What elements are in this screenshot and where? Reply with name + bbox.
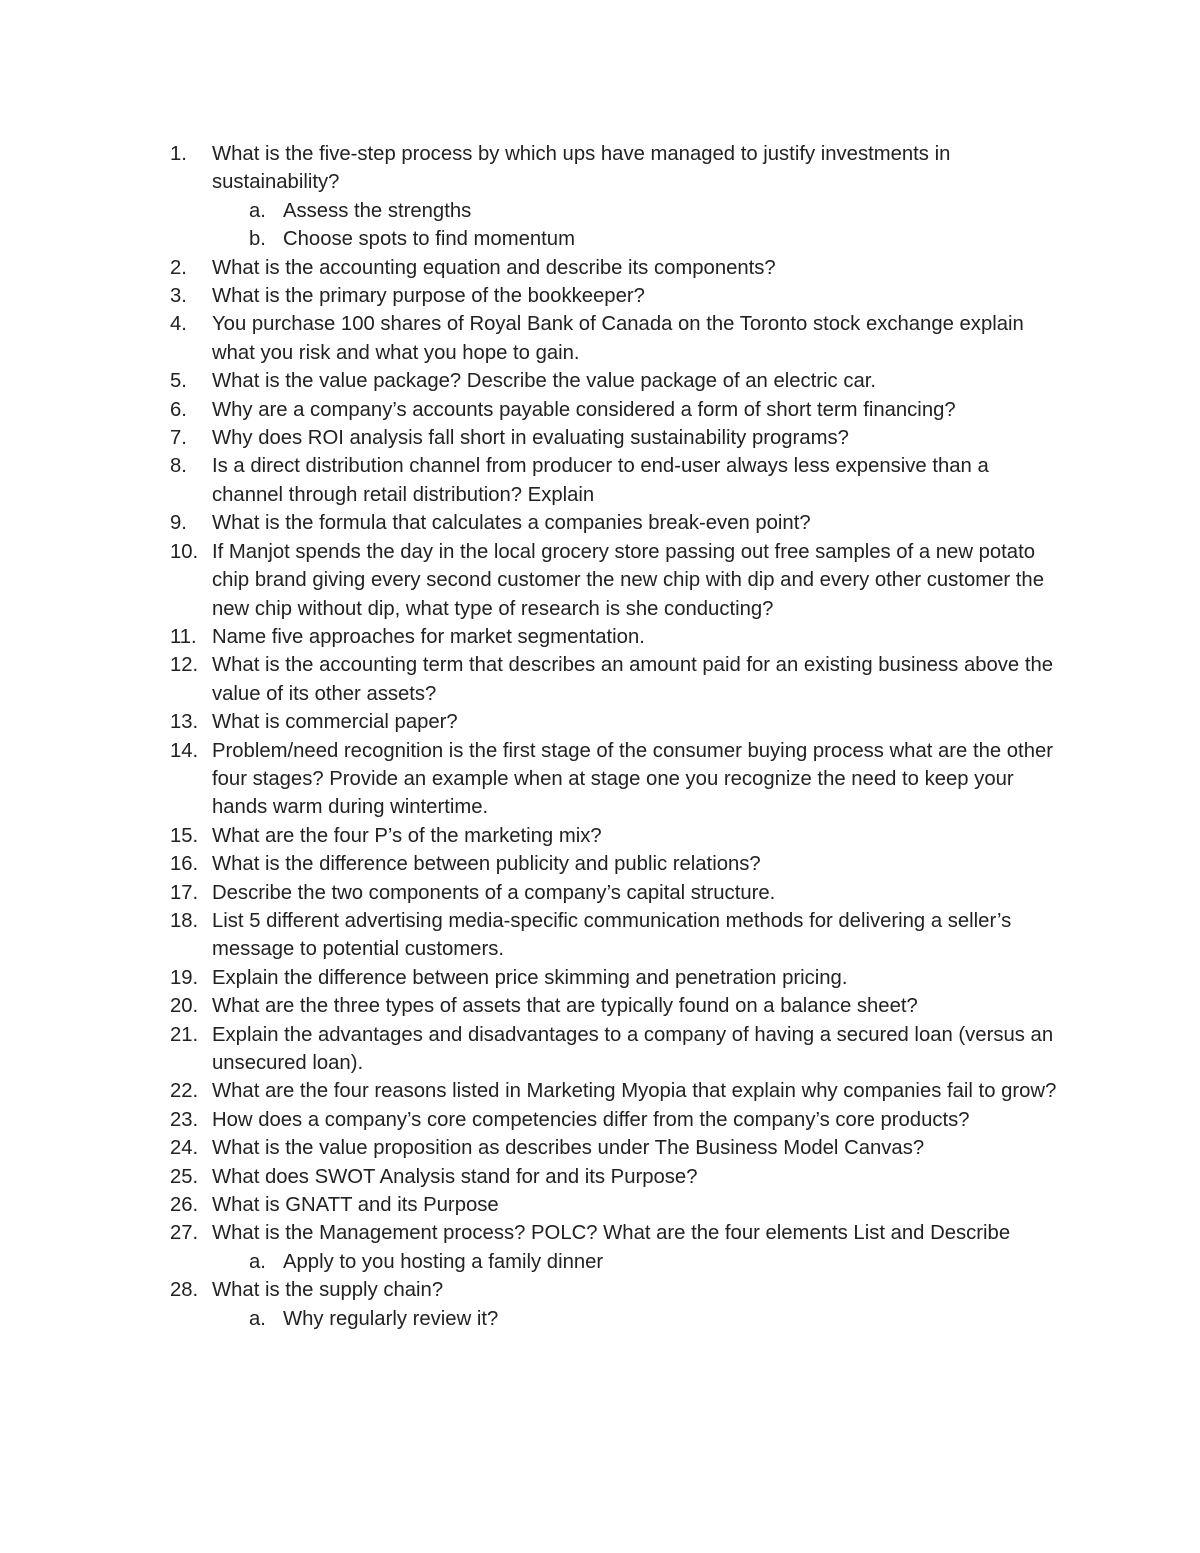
question-item <box>170 623 1060 651</box>
question-item <box>170 396 1060 424</box>
question-item <box>170 282 1060 310</box>
question-number: 24. <box>170 1137 199 1160</box>
question-text: What is the accounting term that describes an amount paid for an existing business above the value of its other assets? <box>212 654 1054 705</box>
question-item <box>170 992 1060 1020</box>
question-text: What is the value proposition as describes under The Business Model Canvas? <box>212 1137 925 1160</box>
sub-item <box>212 197 1060 225</box>
question-number: 23. <box>170 1108 199 1131</box>
question-text: What is the supply chain? <box>212 1279 444 1302</box>
sub-item-letter: b. <box>249 228 266 251</box>
sub-item-list <box>212 197 1060 254</box>
question-item <box>170 452 1060 509</box>
question-item <box>170 367 1060 395</box>
sub-item-letter: a. <box>249 1250 266 1273</box>
question-number: 28. <box>170 1279 199 1302</box>
question-text: What is the accounting equation and describe its components? <box>212 256 776 279</box>
question-number: 17. <box>170 881 199 904</box>
question-item <box>170 850 1060 878</box>
question-text: Explain the advantages and disadvantages to a company of having a secured loan (versus an unsecured loan). <box>212 1023 1054 1074</box>
question-number: 12. <box>170 654 199 677</box>
question-text: Why does ROI analysis fall short in evaluating sustainability programs? <box>212 427 849 450</box>
question-item <box>170 509 1060 537</box>
question-number: 8. <box>170 455 187 478</box>
question-item <box>170 651 1060 708</box>
question-number: 25. <box>170 1165 199 1188</box>
sub-item-text: Apply to you hosting a family dinner <box>283 1250 604 1273</box>
question-text: You purchase 100 shares of Royal Bank of Canada on the Toronto stock exchange explain what you risk and what you hope to gain. <box>212 313 1024 364</box>
question-item <box>170 1191 1060 1219</box>
question-item <box>170 1163 1060 1191</box>
question-list <box>170 140 1060 1333</box>
sub-item-text: Why regularly review it? <box>283 1307 499 1330</box>
sub-item-list <box>212 1305 1060 1333</box>
question-item <box>170 140 1060 254</box>
question-item <box>170 1276 1060 1333</box>
question-number: 7. <box>170 427 187 450</box>
question-item <box>170 1021 1060 1078</box>
question-item <box>170 708 1060 736</box>
sub-item-text: Choose spots to find momentum <box>283 228 575 251</box>
question-number: 21. <box>170 1023 199 1046</box>
question-item <box>170 1219 1060 1276</box>
question-item <box>170 822 1060 850</box>
question-number: 16. <box>170 853 199 876</box>
question-item <box>170 254 1060 282</box>
question-text: What is the formula that calculates a companies break-even point? <box>212 512 811 535</box>
sub-item <box>212 1305 1060 1333</box>
question-text: Is a direct distribution channel from producer to end-user always less expensive than a channel through retail distribution? Explain <box>212 455 989 506</box>
sub-item-list <box>212 1248 1060 1276</box>
sub-item-letter: a. <box>249 199 266 222</box>
question-text: Name five approaches for market segmentation. <box>212 625 645 648</box>
question-text: Describe the two components of a company’s capital structure. <box>212 881 776 904</box>
question-number: 26. <box>170 1194 199 1217</box>
question-text: What is commercial paper? <box>212 711 458 734</box>
question-text: If Manjot spends the day in the local grocery store passing out free samples of a new potato chip brand giving every second customer the new chip with dip and every other customer the new chip without dip, what type of research is she conducting? <box>212 540 1044 620</box>
sub-item-text: Assess the strengths <box>283 199 472 222</box>
question-text: What are the three types of assets that are typically found on a balance sheet? <box>212 995 918 1018</box>
question-text: What is the primary purpose of the bookkeeper? <box>212 285 645 308</box>
question-item <box>170 1106 1060 1134</box>
question-text: Explain the difference between price skimming and penetration pricing. <box>212 966 848 989</box>
question-text: What is the difference between publicity and public relations? <box>212 853 761 876</box>
question-number: 27. <box>170 1222 199 1245</box>
question-number: 13. <box>170 711 199 734</box>
question-number: 11. <box>170 625 197 648</box>
question-item <box>170 310 1060 367</box>
question-text: List 5 different advertising media-specific communication methods for delivering a seller’s message to potential customers. <box>212 909 1012 961</box>
question-text: What are the four reasons listed in Marketing Myopia that explain why companies fail to grow? <box>212 1080 1057 1103</box>
question-item <box>170 964 1060 992</box>
question-number: 20. <box>170 995 199 1018</box>
question-number: 3. <box>170 285 187 308</box>
question-text: What is GNATT and its Purpose <box>212 1194 499 1217</box>
question-item <box>170 538 1060 623</box>
question-item <box>170 424 1060 452</box>
question-number: 14. <box>170 739 199 762</box>
question-text: What does SWOT Analysis stand for and its Purpose? <box>212 1165 698 1188</box>
question-number: 1. <box>170 143 187 165</box>
question-number: 18. <box>170 909 199 932</box>
question-number: 15. <box>170 824 199 847</box>
sub-item <box>212 1248 1060 1276</box>
question-item <box>170 879 1060 907</box>
question-text: Why are a company’s accounts payable considered a form of short term financing? <box>212 398 956 421</box>
question-text: What are the four P’s of the marketing mix? <box>212 824 602 847</box>
question-number: 22. <box>170 1080 199 1103</box>
question-item <box>170 907 1060 964</box>
question-number: 6. <box>170 398 187 421</box>
question-number: 2. <box>170 256 187 279</box>
question-text: What is the value package? Describe the value package of an electric car. <box>212 370 877 393</box>
question-number: 4. <box>170 313 187 336</box>
question-item <box>170 1134 1060 1162</box>
question-number: 9. <box>170 512 187 535</box>
question-text: What is the Management process? POLC? What are the four elements List and Describe <box>212 1222 1011 1245</box>
question-number: 5. <box>170 370 187 393</box>
question-item <box>170 737 1060 822</box>
question-number: 19. <box>170 966 199 989</box>
sub-item <box>212 225 1060 253</box>
sub-item-letter: a. <box>249 1307 266 1330</box>
question-number: 10. <box>170 540 199 563</box>
question-text: How does a company’s core competencies differ from the company’s core products? <box>212 1108 970 1131</box>
question-text: Problem/need recognition is the first stage of the consumer buying process what are the other four stages? Provide an example when at stage one you recognize the need to keep your hands warm during wintertime. <box>212 739 1054 819</box>
question-text: What is the five-step process by which ups have managed to justify investments in sustainability? <box>212 143 951 194</box>
question-item <box>170 1077 1060 1105</box>
